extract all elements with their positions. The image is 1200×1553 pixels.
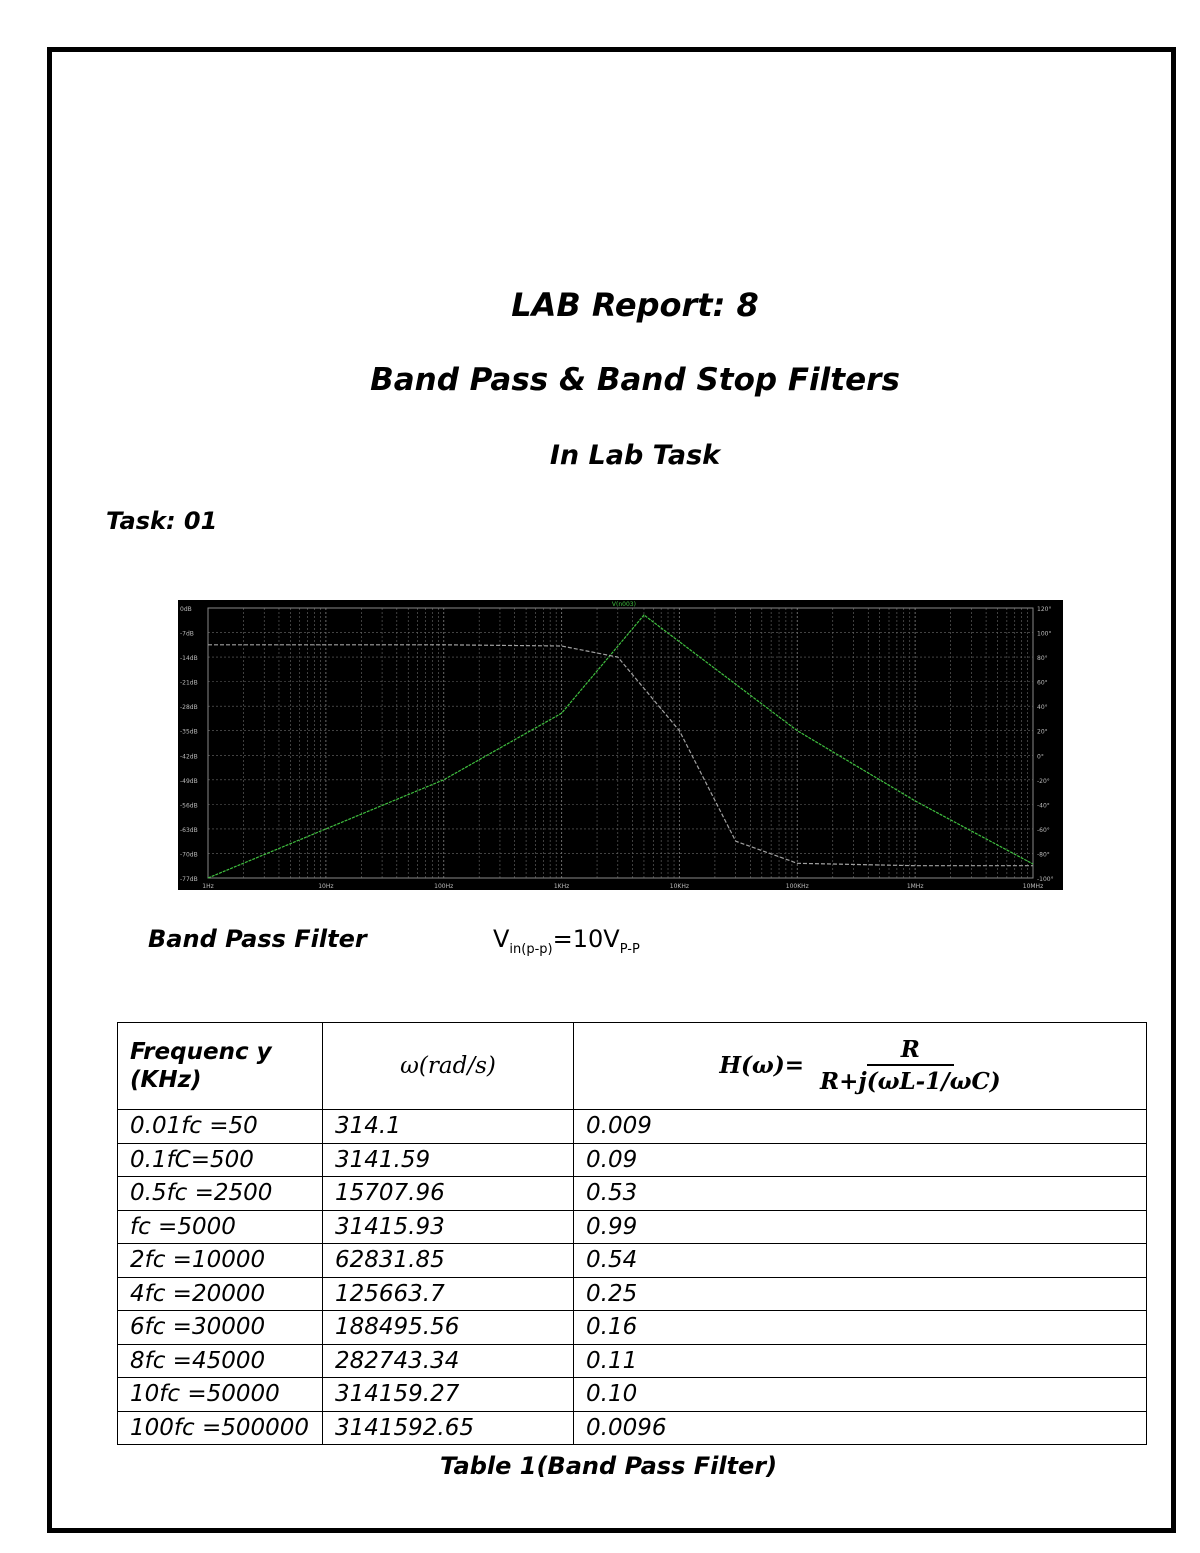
- cell-frequency: 2fc =10000: [118, 1244, 323, 1278]
- right-axis-tick-label: 80°: [1037, 655, 1048, 663]
- task-heading: Task: 01: [106, 507, 218, 535]
- cell-omega: 282743.34: [323, 1344, 574, 1378]
- cell-omega: 188495.56: [323, 1311, 574, 1345]
- left-axis-tick-label: -28dB: [180, 704, 198, 712]
- cell-frequency: 0.01fc =50: [118, 1110, 323, 1144]
- x-axis-tick-label: 100KHz: [785, 883, 809, 890]
- section-title: In Lab Task: [549, 440, 721, 471]
- left-axis-tick-label: -49dB: [180, 777, 198, 785]
- cell-gain: 0.53: [574, 1177, 1147, 1211]
- cell-gain: 0.10: [574, 1378, 1147, 1412]
- header-frequency: Frequenc y (KHz): [118, 1023, 323, 1110]
- table-body: [118, 1110, 1147, 1445]
- cell-omega: 314159.27: [323, 1378, 574, 1412]
- cell-gain: 0.11: [574, 1344, 1147, 1378]
- left-axis-tick-label: -14dB: [180, 655, 198, 663]
- vin-symbol: V: [493, 925, 510, 953]
- vin-value: =10V: [552, 925, 620, 953]
- cell-frequency: 0.5fc =2500: [118, 1177, 323, 1211]
- formula-denominator: R+j(ωL-1/ωC): [819, 1068, 1001, 1095]
- x-axis-tick-label: 1Hz: [202, 883, 214, 890]
- cell-frequency: 10fc =50000: [118, 1378, 323, 1412]
- cell-frequency: 6fc =30000: [118, 1311, 323, 1345]
- cell-omega: 3141.59: [323, 1143, 574, 1177]
- left-axis-tick-label: -35dB: [180, 728, 198, 736]
- x-axis-tick-label: 1KHz: [553, 883, 570, 890]
- left-axis-tick-label: -70dB: [180, 851, 198, 859]
- right-axis-tick-label: 0°: [1037, 753, 1044, 761]
- x-axis-tick-label: 10KHz: [669, 883, 690, 890]
- table-row: [118, 1378, 1147, 1412]
- table-row: [118, 1110, 1147, 1144]
- left-axis-tick-label: -63dB: [180, 826, 198, 834]
- formula-numerator: R: [867, 1036, 954, 1066]
- cell-gain: 0.16: [574, 1311, 1147, 1345]
- right-axis-tick-label: 60°: [1037, 679, 1048, 687]
- cell-frequency: 4fc =20000: [118, 1277, 323, 1311]
- formula-fraction: [820, 1036, 1001, 1096]
- right-axis-tick-label: 120°: [1037, 606, 1052, 613]
- right-axis-tick-label: -20°: [1037, 777, 1050, 785]
- plot-canvas: [178, 600, 1063, 890]
- cell-omega: 62831.85: [323, 1244, 574, 1278]
- left-axis-tick-label: -42dB: [180, 753, 198, 761]
- plot-caption: Band Pass Filter: [148, 925, 367, 953]
- right-axis-tick-label: 40°: [1037, 704, 1048, 712]
- vin-value-subscript: P-P: [619, 941, 640, 957]
- right-axis-tick-label: -100°: [1037, 876, 1054, 883]
- input-voltage-label: [493, 925, 640, 957]
- left-axis-tick-label: -77dB: [180, 876, 198, 883]
- frequency-response-plot: [178, 600, 1063, 890]
- cell-frequency: 0.1fC=500: [118, 1143, 323, 1177]
- table-row: [118, 1177, 1147, 1211]
- right-axis-tick-label: -80°: [1037, 851, 1050, 859]
- header-transfer-function: [574, 1023, 1147, 1110]
- cell-omega: 314.1: [323, 1110, 574, 1144]
- cell-omega: 15707.96: [323, 1177, 574, 1211]
- cell-gain: 0.99: [574, 1210, 1147, 1244]
- table-row: [118, 1411, 1147, 1445]
- table-row: [118, 1210, 1147, 1244]
- cell-omega: 125663.7: [323, 1277, 574, 1311]
- table-row: [118, 1277, 1147, 1311]
- cell-omega: 3141592.65: [323, 1411, 574, 1445]
- transfer-function-formula: [719, 1036, 1000, 1096]
- trace-label: V(n003): [611, 601, 636, 608]
- left-axis-tick-label: 0dB: [180, 606, 192, 613]
- left-axis-tick-label: -21dB: [180, 679, 198, 687]
- cell-frequency: 8fc =45000: [118, 1344, 323, 1378]
- cell-gain: 0.09: [574, 1143, 1147, 1177]
- table-caption: Table 1(Band Pass Filter): [440, 1452, 778, 1480]
- cell-gain: 0.25: [574, 1277, 1147, 1311]
- header-omega: ω(rad/s): [323, 1023, 574, 1110]
- x-axis-tick-label: 10Hz: [318, 883, 334, 890]
- plot-frame: [208, 608, 1033, 878]
- left-axis-tick-label: -56dB: [180, 802, 198, 810]
- right-axis-tick-label: -40°: [1037, 802, 1050, 810]
- cell-gain: 0.0096: [574, 1411, 1147, 1445]
- x-axis-tick-label: 10MHz: [1022, 883, 1044, 890]
- cell-omega: 31415.93: [323, 1210, 574, 1244]
- cell-frequency: 100fc =500000: [118, 1411, 323, 1445]
- cell-gain: 0.54: [574, 1244, 1147, 1278]
- right-axis-tick-label: 100°: [1037, 630, 1052, 638]
- table-row: [118, 1143, 1147, 1177]
- table-row: [118, 1344, 1147, 1378]
- formula-lhs: H(ω)=: [719, 1052, 804, 1079]
- right-axis-tick-label: -60°: [1037, 826, 1050, 834]
- cell-gain: 0.009: [574, 1110, 1147, 1144]
- x-axis-tick-label: 1MHz: [906, 883, 924, 890]
- x-axis-tick-label: 100Hz: [434, 883, 454, 890]
- right-axis-tick-label: 20°: [1037, 728, 1048, 736]
- report-subtitle: Band Pass & Band Stop Filters: [370, 362, 900, 398]
- cell-frequency: fc =5000: [118, 1210, 323, 1244]
- band-pass-table: [117, 1022, 1147, 1445]
- vin-subscript: in(p-p): [509, 941, 553, 957]
- table-row: [118, 1244, 1147, 1278]
- table-row: [118, 1311, 1147, 1345]
- table-header-row: [118, 1023, 1147, 1110]
- magnitude-series-line: [208, 615, 1033, 878]
- left-axis-tick-label: -7dB: [180, 630, 194, 638]
- report-title: LAB Report: 8: [511, 286, 759, 324]
